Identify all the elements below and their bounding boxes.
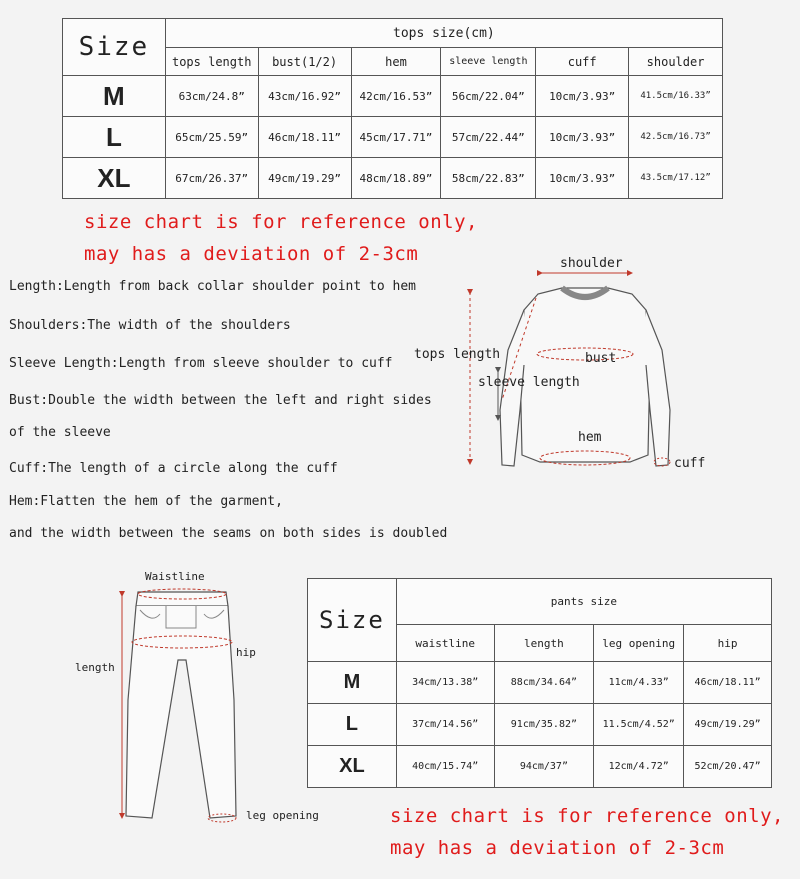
table-cell: 42.5cm/16.73” bbox=[629, 117, 723, 158]
table-cell: 10cm/3.93” bbox=[536, 117, 629, 158]
table-cell: 63cm/24.8” bbox=[165, 76, 258, 117]
label-waistline: Waistline bbox=[145, 570, 205, 583]
pants-diagram bbox=[100, 580, 260, 830]
note-line-2: may has a deviation of 2-3cm bbox=[84, 243, 419, 265]
table-cell: 56cm/22.04” bbox=[441, 76, 536, 117]
tops-col-shoulder: shoulder bbox=[629, 48, 723, 76]
reference-note-bottom bbox=[390, 800, 784, 864]
table-cell: 37cm/14.56” bbox=[396, 704, 494, 746]
desc-length: Length:Length from back collar shoulder point to hem bbox=[9, 279, 416, 294]
pants-col-hip: hip bbox=[684, 625, 772, 662]
desc-shoulders: Shoulders:The width of the shoulders bbox=[9, 318, 291, 333]
table-row bbox=[308, 746, 772, 788]
table-cell: 10cm/3.93” bbox=[536, 158, 629, 199]
shirt-sleeve-right bbox=[646, 310, 670, 466]
pants-group-header: pants size bbox=[396, 579, 771, 625]
table-cell: 11.5cm/4.52” bbox=[594, 704, 684, 746]
size-label: L bbox=[63, 117, 166, 158]
table-cell: 34cm/13.38” bbox=[396, 662, 494, 704]
label-tops-length: tops length bbox=[414, 347, 501, 362]
label-hip: hip bbox=[236, 646, 256, 659]
label-bust: bust bbox=[585, 351, 617, 366]
tops-col-bust: bust(1/2) bbox=[258, 48, 351, 76]
tops-group-header: tops size(cm) bbox=[165, 19, 722, 48]
table-cell: 94cm/37” bbox=[494, 746, 594, 788]
note-line-1: size chart is for reference only, bbox=[390, 805, 784, 827]
table-cell: 49cm/19.29” bbox=[684, 704, 772, 746]
table-row bbox=[308, 704, 772, 746]
label-hem: hem bbox=[578, 430, 602, 445]
table-cell: 40cm/15.74” bbox=[396, 746, 494, 788]
size-label: XL bbox=[308, 746, 397, 788]
pants-size-header: Size bbox=[308, 579, 397, 662]
reference-note-top bbox=[84, 206, 478, 270]
label-length: length bbox=[75, 661, 115, 674]
desc-hem-cont: and the width between the seams on both sides is doubled bbox=[9, 526, 448, 541]
size-label: XL bbox=[63, 158, 166, 199]
tops-col-hem: hem bbox=[351, 48, 441, 76]
label-shoulder: shoulder bbox=[560, 256, 623, 271]
pants-col-leg-opening: leg opening bbox=[594, 625, 684, 662]
desc-bust: Bust:Double the width between the left and right sides bbox=[9, 393, 432, 408]
desc-hem: Hem:Flatten the hem of the garment, bbox=[9, 494, 283, 509]
pants-size-table bbox=[307, 578, 772, 788]
label-leg-opening: leg opening bbox=[246, 809, 319, 822]
table-cell: 58cm/22.83” bbox=[441, 158, 536, 199]
table-cell: 65cm/25.59” bbox=[165, 117, 258, 158]
table-cell: 49cm/19.29” bbox=[258, 158, 351, 199]
table-row bbox=[63, 76, 723, 117]
table-cell: 11cm/4.33” bbox=[594, 662, 684, 704]
table-cell: 57cm/22.44” bbox=[441, 117, 536, 158]
pants-col-length: length bbox=[494, 625, 594, 662]
table-cell: 91cm/35.82” bbox=[494, 704, 594, 746]
table-cell: 88cm/34.64” bbox=[494, 662, 594, 704]
table-cell: 10cm/3.93” bbox=[536, 76, 629, 117]
desc-bust-cont: of the sleeve bbox=[9, 425, 111, 440]
table-cell: 52cm/20.47” bbox=[684, 746, 772, 788]
label-cuff: cuff bbox=[674, 456, 706, 471]
table-row bbox=[63, 117, 723, 158]
table-row bbox=[308, 662, 772, 704]
table-cell: 67cm/26.37” bbox=[165, 158, 258, 199]
pants-col-waistline: waistline bbox=[396, 625, 494, 662]
table-cell: 45cm/17.71” bbox=[351, 117, 441, 158]
note-line-1: size chart is for reference only, bbox=[84, 211, 478, 233]
desc-sleeve: Sleeve Length:Length from sleeve shoulder to cuff bbox=[9, 356, 393, 371]
table-cell: 43.5cm/17.12” bbox=[629, 158, 723, 199]
table-cell: 41.5cm/16.33” bbox=[629, 76, 723, 117]
pants-waistband bbox=[136, 592, 228, 606]
table-cell: 48cm/18.89” bbox=[351, 158, 441, 199]
tops-size-table bbox=[62, 18, 723, 199]
tops-col-sleeve: sleeve length bbox=[441, 48, 536, 76]
tops-col-length: tops length bbox=[165, 48, 258, 76]
label-sleeve-length: sleeve length bbox=[478, 375, 580, 390]
size-label: M bbox=[63, 76, 166, 117]
table-cell: 46cm/18.11” bbox=[684, 662, 772, 704]
table-cell: 46cm/18.11” bbox=[258, 117, 351, 158]
table-row bbox=[63, 158, 723, 199]
tops-col-cuff: cuff bbox=[536, 48, 629, 76]
table-cell: 43cm/16.92” bbox=[258, 76, 351, 117]
size-label: L bbox=[308, 704, 397, 746]
tops-size-header: Size bbox=[63, 19, 166, 76]
table-cell: 42cm/16.53” bbox=[351, 76, 441, 117]
table-cell: 12cm/4.72” bbox=[594, 746, 684, 788]
size-label: M bbox=[308, 662, 397, 704]
note-line-2: may has a deviation of 2-3cm bbox=[390, 837, 725, 859]
desc-cuff: Cuff:The length of a circle along the cuff bbox=[9, 461, 338, 476]
